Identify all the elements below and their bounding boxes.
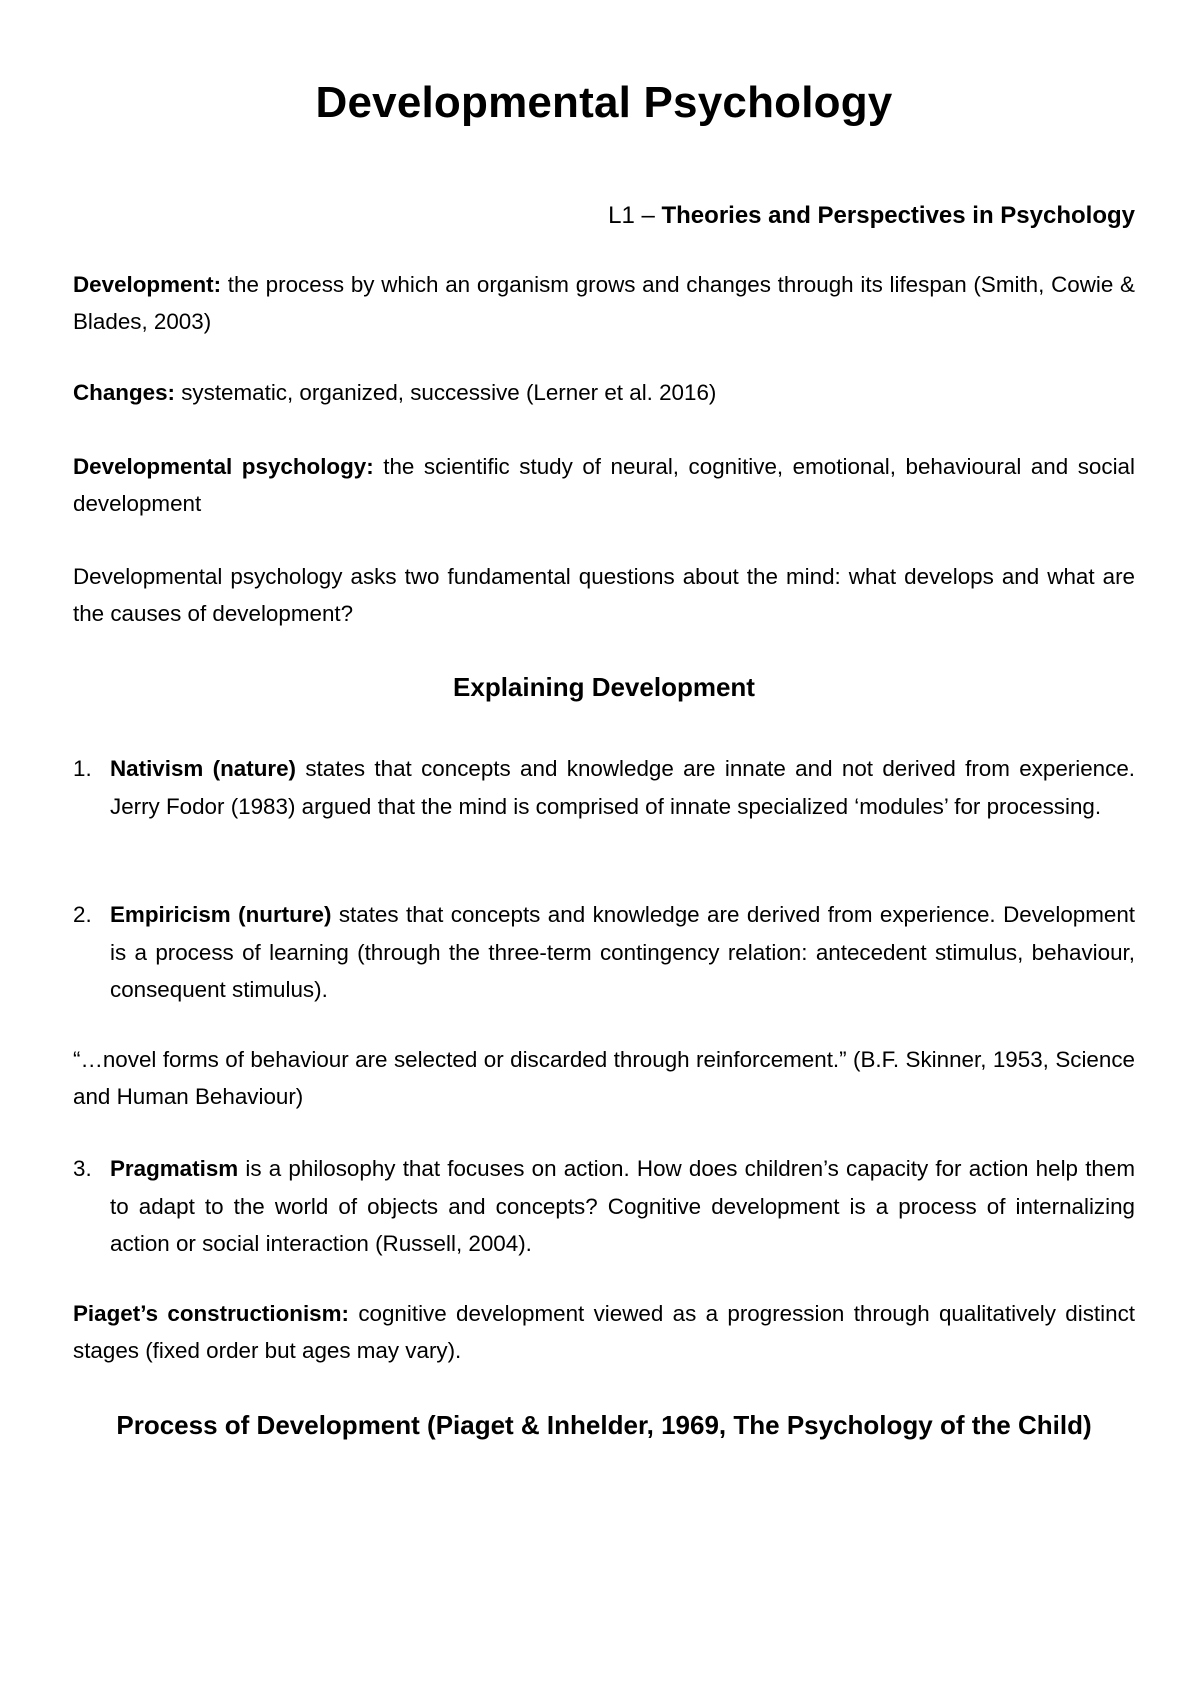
lecture-prefix: L1 – — [608, 202, 662, 229]
definition-term: Changes: — [73, 380, 176, 405]
theory-term: Nativism (nature) — [110, 756, 297, 781]
theory-text: is a philosophy that focuses on action. How does children’s capacity for action help them to adapt to the world of objects and concepts? Cognitive development is a process of internalizing action or social interaction (Russell, 2004). — [110, 1156, 1135, 1256]
definition-text: the process by which an organism grows and changes through its lifespan (Smith, Cowie & Blades, 2003) — [73, 272, 1135, 334]
list-number: 1. — [73, 756, 92, 781]
lecture-subtitle — [608, 202, 1135, 230]
theory-list-item — [73, 750, 1135, 825]
theory-list-item — [73, 896, 1135, 1009]
definition-term: Development: — [73, 272, 222, 297]
skinner-quote: “…novel forms of behaviour are selected or discarded through reinforcement.” (B.F. Skinner, 1953, Science and Human Behaviour) — [73, 1047, 1135, 1109]
piaget-paragraph — [73, 1295, 1135, 1369]
definition-text: the scientific study of neural, cognitive, emotional, behavioural and social development — [73, 454, 1135, 516]
document-title: Developmental Psychology — [315, 78, 893, 127]
list-body — [110, 1150, 1135, 1263]
lecture-name: Theories and Perspectives in Psychology — [661, 202, 1135, 229]
section-heading-process: Process of Development (Piaget & Inhelder, 1969, The Psychology of the Child) — [116, 1410, 1092, 1440]
piaget-text: cognitive development viewed as a progression through qualitatively distinct stages (fixed order but ages may vary). — [73, 1301, 1135, 1363]
definition-development — [73, 266, 1135, 340]
theory-list-item — [73, 1150, 1135, 1263]
definition-changes — [73, 374, 1135, 411]
theory-text: states that concepts and knowledge are innate and not derived from experience. Jerry Fodor (1983) argued that the mind is comprised of innate specialized ‘modules’ for processing. — [110, 756, 1135, 819]
theory-text: states that concepts and knowledge are derived from experience. Development is a process of learning (through the three-term contingency relation: antecedent stimulus, behaviour, consequent stimulus). — [110, 902, 1135, 1002]
theory-term: Pragmatism — [110, 1156, 239, 1181]
list-body — [110, 896, 1135, 1009]
theory-term: Empiricism (nurture) — [110, 902, 332, 927]
definition-developmental-psychology — [73, 448, 1135, 522]
section-heading-explaining: Explaining Development — [453, 672, 755, 702]
definition-text: systematic, organized, successive (Lerner et al. 2016) — [175, 380, 717, 405]
piaget-term: Piaget’s constructionism: — [73, 1301, 349, 1326]
list-number: 3. — [73, 1156, 92, 1181]
questions-paragraph: Developmental psychology asks two fundamental questions about the mind: what develops and what are the causes of development? — [73, 564, 1135, 626]
definition-term: Developmental psychology: — [73, 454, 374, 479]
list-body — [110, 750, 1135, 825]
list-number: 2. — [73, 902, 92, 927]
